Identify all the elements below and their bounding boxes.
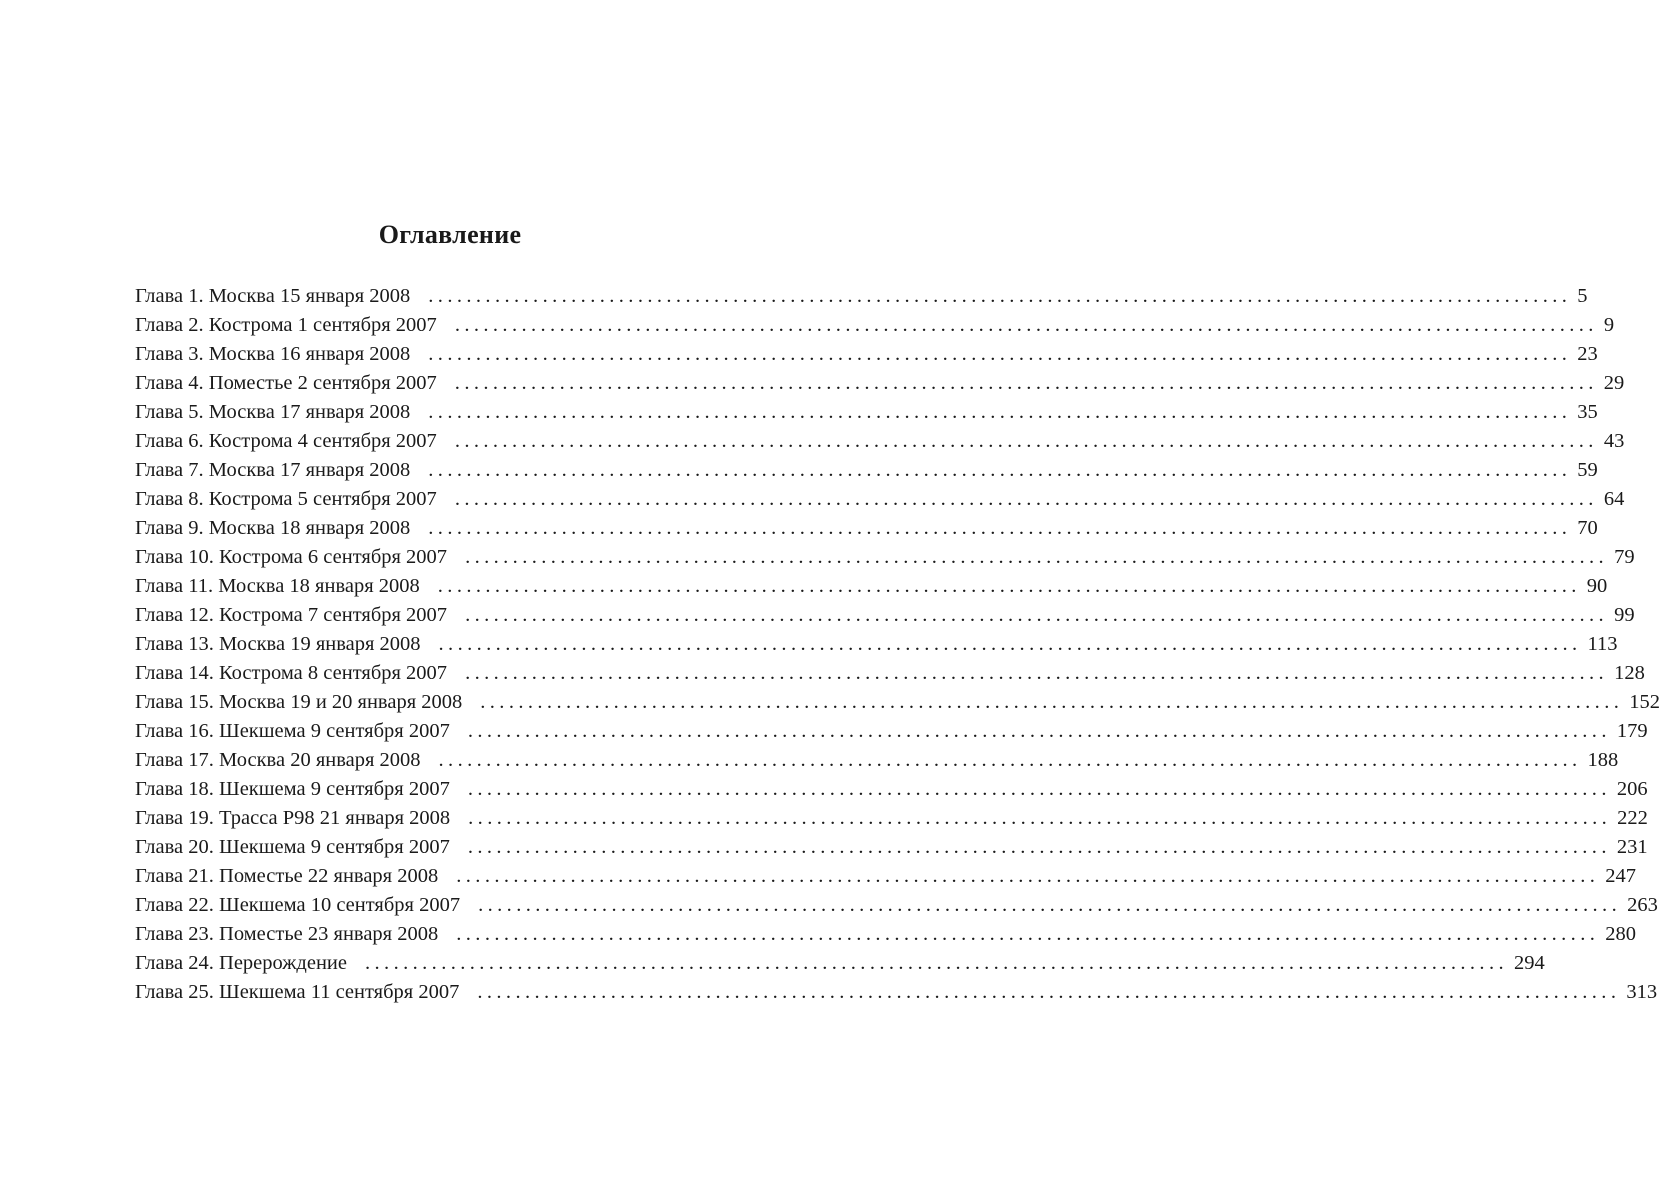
toc-entry[interactable] — [135, 427, 1625, 456]
page-number: 70 — [1577, 517, 1598, 539]
toc-entry[interactable] — [135, 688, 1660, 717]
page-number: 35 — [1577, 401, 1598, 423]
dot-leader: ........................................................................................................................ — [465, 546, 1609, 568]
toc-entry[interactable] — [135, 456, 1598, 485]
page-number: 29 — [1603, 372, 1625, 394]
chapter-title: Глава 9. Москва 18 января 2008 — [135, 517, 411, 539]
chapter-title: Глава 6. Кострома 4 сентября 2007 — [135, 430, 437, 452]
toc-entry[interactable] — [135, 485, 1625, 514]
toc-entry[interactable] — [135, 514, 1598, 543]
chapter-title: Глава 17. Москва 20 января 2008 — [135, 749, 421, 771]
dot-leader: ........................................................................................................................ — [428, 459, 1572, 481]
page-number: 9 — [1603, 314, 1615, 336]
page-title: Оглавление — [378, 220, 522, 249]
chapter-title: Глава 7. Москва 17 января 2008 — [135, 459, 411, 481]
chapter-title: Глава 23. Поместье 23 января 2008 — [135, 923, 439, 945]
dot-leader: ........................................................................................................................ — [456, 865, 1600, 887]
chapter-title: Глава 20. Шекшема 9 сентября 2007 — [135, 836, 450, 858]
page-number: 222 — [1617, 807, 1648, 829]
dot-leader: ........................................................................................................................ — [454, 314, 1598, 336]
dot-leader: ........................................................................................................................ — [454, 488, 1598, 510]
chapter-title: Глава 5. Москва 17 января 2008 — [135, 401, 411, 423]
toc-entry[interactable] — [135, 891, 1658, 920]
toc-entry[interactable] — [135, 804, 1648, 833]
dot-leader: ........................................................................................................................ — [438, 633, 1582, 655]
toc-entry[interactable] — [135, 543, 1635, 572]
dot-leader: ........................................................................................................................ — [467, 836, 1611, 858]
toc-entry[interactable] — [135, 630, 1618, 659]
dot-leader: ........................................................................................................................ — [468, 807, 1612, 829]
dot-leader: ........................................................................................................................ — [467, 778, 1611, 800]
chapter-title: Глава 13. Москва 19 января 2008 — [135, 633, 421, 655]
toc-entry[interactable] — [135, 398, 1598, 427]
chapter-title: Глава 2. Кострома 1 сентября 2007 — [135, 314, 437, 336]
dot-leader: ........................................................................................................................ — [478, 894, 1622, 916]
page-number: 179 — [1616, 720, 1648, 742]
page-number: 263 — [1627, 894, 1658, 916]
toc-entry[interactable] — [135, 311, 1615, 340]
dot-leader: ........................................................................................................................ — [465, 662, 1609, 684]
chapter-title: Глава 10. Кострома 6 сентября 2007 — [135, 546, 448, 568]
chapter-title: Глава 3. Москва 16 января 2008 — [135, 343, 411, 365]
toc-entry[interactable] — [135, 949, 1545, 978]
toc-entry[interactable] — [135, 775, 1648, 804]
dot-leader: ........................................................................................................................ — [467, 720, 1611, 742]
dot-leader: ........................................................................................................................ — [480, 691, 1624, 713]
dot-leader: ........................................................................................................................ — [465, 604, 1609, 626]
toc-entry[interactable] — [135, 862, 1636, 891]
chapter-title: Глава 22. Шекшема 10 сентября 2007 — [135, 894, 461, 916]
toc-entry[interactable] — [135, 282, 1588, 311]
page-number: 59 — [1577, 459, 1598, 481]
dot-leader: ........................................................................................................................ — [428, 285, 1572, 307]
dot-leader: ........................................................................................................................ — [477, 981, 1621, 1003]
page-number: 79 — [1614, 546, 1635, 568]
dot-leader: ........................................................................................................................ — [365, 952, 1508, 974]
page-number: 43 — [1603, 430, 1625, 452]
page-number: 99 — [1614, 604, 1635, 626]
page-number: 23 — [1577, 343, 1598, 365]
chapter-title: Глава 15. Москва 19 и 20 января 2008 — [135, 691, 463, 713]
dot-leader: ........................................................................................................................ — [454, 372, 1598, 394]
chapter-title: Глава 21. Поместье 22 января 2008 — [135, 865, 439, 887]
toc-entry[interactable] — [135, 978, 1658, 1007]
page-number: 247 — [1605, 865, 1636, 887]
page-number: 64 — [1603, 488, 1625, 510]
dot-leader: ........................................................................................................................ — [428, 343, 1572, 365]
page-number: 128 — [1614, 662, 1645, 684]
page-number: 280 — [1605, 923, 1636, 945]
chapter-title: Глава 24. Перерождение — [135, 952, 347, 974]
toc-entry[interactable] — [135, 746, 1619, 775]
toc-entry[interactable] — [135, 369, 1625, 398]
chapter-title: Глава 14. Кострома 8 сентября 2007 — [135, 662, 448, 684]
dot-leader: ........................................................................................................................ — [454, 430, 1598, 452]
chapter-title: Глава 1. Москва 15 января 2008 — [135, 285, 411, 307]
dot-leader: ........................................................................................................................ — [437, 575, 1581, 597]
table-of-contents — [135, 282, 1660, 1007]
chapter-title: Глава 8. Кострома 5 сентября 2007 — [135, 488, 437, 510]
toc-entry[interactable] — [135, 717, 1648, 746]
page-number: 294 — [1514, 952, 1545, 974]
page-number: 206 — [1616, 778, 1648, 800]
toc-entry[interactable] — [135, 833, 1648, 862]
page-number: 113 — [1587, 633, 1618, 655]
dot-leader: ........................................................................................................................ — [456, 923, 1600, 945]
chapter-title: Глава 4. Поместье 2 сентября 2007 — [135, 372, 437, 394]
dot-leader: ........................................................................................................................ — [428, 517, 1572, 539]
page-number: 152 — [1629, 691, 1660, 713]
chapter-title: Глава 19. Трасса Р98 21 января 2008 — [135, 807, 451, 829]
toc-entry[interactable] — [135, 659, 1645, 688]
page-number: 90 — [1586, 575, 1608, 597]
dot-leader: ........................................................................................................................ — [438, 749, 1582, 771]
chapter-title: Глава 12. Кострома 7 сентября 2007 — [135, 604, 448, 626]
page-number: 5 — [1577, 285, 1588, 307]
chapter-title: Глава 16. Шекшема 9 сентября 2007 — [135, 720, 450, 742]
page-number: 231 — [1616, 836, 1648, 858]
toc-entry[interactable] — [135, 601, 1635, 630]
chapter-title: Глава 18. Шекшема 9 сентября 2007 — [135, 778, 450, 800]
toc-entry[interactable] — [135, 920, 1636, 949]
dot-leader: ........................................................................................................................ — [428, 401, 1572, 423]
page-number: 188 — [1587, 749, 1619, 771]
toc-entry[interactable] — [135, 340, 1598, 369]
toc-entry[interactable] — [135, 572, 1608, 601]
page-number: 313 — [1626, 981, 1658, 1003]
chapter-title: Глава 11. Москва 18 января 2008 — [135, 575, 420, 597]
chapter-title: Глава 25. Шекшема 11 сентября 2007 — [135, 981, 460, 1003]
